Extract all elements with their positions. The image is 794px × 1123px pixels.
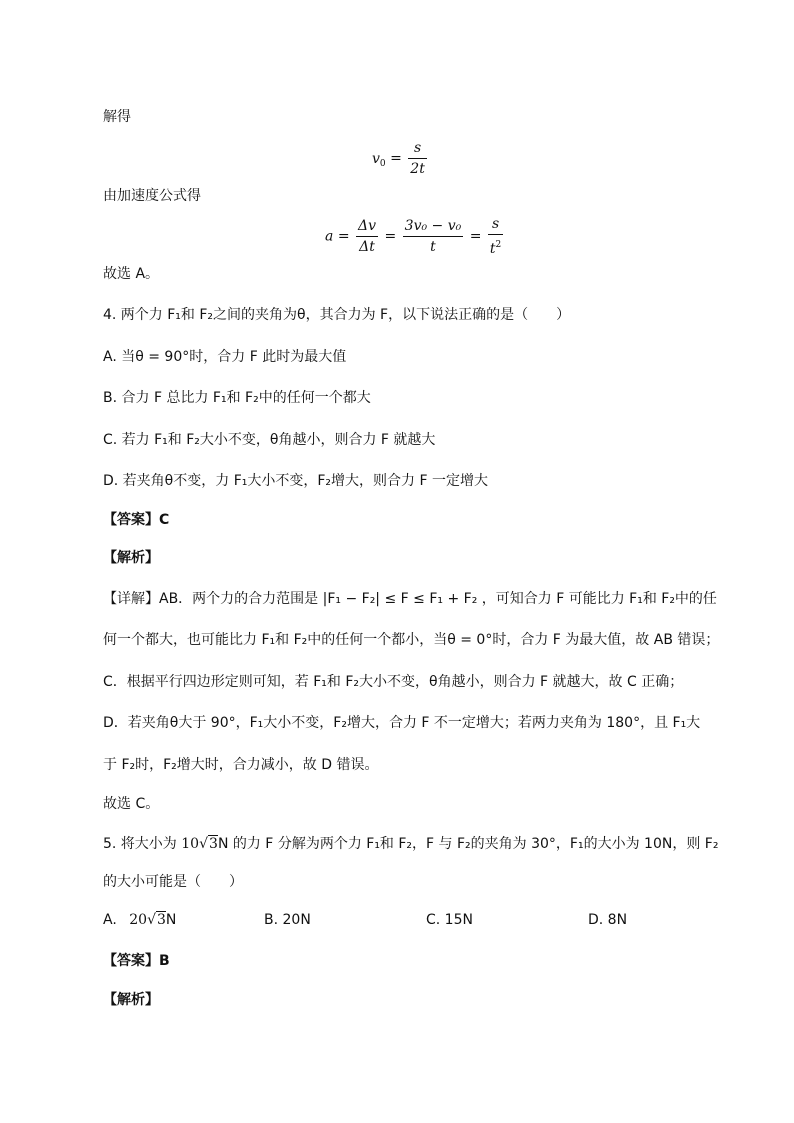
eq2-fraction-1: $\frac{\Delta v}{\Delta t}$ [358, 218, 377, 255]
acceleration-label: 由加速度公式得 [103, 188, 201, 204]
q4-stem: 4. 两个力 F₁和 F₂之间的夹角为θ，其合力为 F，以下说法正确的是（ ） [103, 307, 571, 323]
eq1-lhs: $v_0$ [372, 150, 386, 169]
solve-label: 解得 [103, 109, 131, 125]
q4-answer: 【答案】C [103, 512, 170, 528]
eq1-fraction: $\frac{s}{2t}$ [410, 140, 425, 177]
q5-analysis-heading: 【解析】 [103, 992, 159, 1008]
eq2-fraction-2: $\frac{\text{3v₀ − v₀}}{t}$ [404, 218, 462, 255]
q4-option-b: B. 合力 F 总比力 F₁和 F₂中的任何一个都大 [103, 390, 371, 406]
q5-stem-coefficient: 10 [181, 836, 200, 852]
equation-v0 [372, 138, 429, 179]
q5-option-a-label: A. [103, 912, 117, 928]
q5-option-c: C. 15N [426, 912, 473, 928]
q4-option-a: A. 当θ = 90°时，合力 F 此时为最大值 [103, 349, 347, 365]
q5-stem-line-1: 5. 将大小为 10√3N 的力 F 分解为两个力 F₁和 F₂，F 与 F₂的夹角为 30°，F₁的大小为 10N，则 F₂ [103, 836, 719, 852]
eq2-fraction-3: $\frac{s}{t^2}$ [489, 216, 502, 257]
q5-stem-prefix: 5. 将大小为 [103, 836, 182, 852]
q5-option-a-radicand: 3 [156, 912, 166, 928]
eq1-equals: = [390, 150, 402, 167]
q5-option-d: D. 8N [588, 912, 628, 928]
eq2-a: a [325, 228, 334, 245]
conclusion-a: 故选 A。 [103, 266, 160, 282]
q4-detail-line-4: D．若夹角θ大于 90°，F₁大小不变，F₂增大，合力 F 不一定增大；若两力夹角为 180°，且 F₁大 [103, 715, 701, 731]
q4-detail-line-2: 何一个都大，也可能比力 F₁和 F₂中的任何一个都小，当θ = 0°时，合力 F 为最大值，故 AB 错误； [103, 632, 720, 648]
q4-option-d: D. 若夹角θ不变，力 F₁大小不变，F₂增大，则合力 F 一定增大 [103, 473, 488, 489]
q5-stem-radicand: 3 [209, 836, 218, 852]
q5-answer: 【答案】B [103, 953, 170, 969]
q4-detail-line-3: C．根据平行四边形定则可知，若 F₁和 F₂大小不变，θ角越小，则合力 F 就越大，故 C 正确； [103, 674, 684, 690]
q5-option-a-unit: N [165, 912, 177, 928]
q4-detail-line-5: 于 F₂时，F₂增大时，合力减小，故 D 错误。 [103, 757, 379, 773]
q5-stem-line-2: 的大小可能是（ ） [103, 874, 243, 890]
q5-option-a: A. 20√3N [103, 912, 177, 928]
eq2-equals-1: = [337, 228, 350, 245]
q4-option-c: C. 若力 F₁和 F₂大小不变，θ角越小，则合力 F 就越大 [103, 432, 436, 448]
q4-analysis-heading: 【解析】 [103, 550, 159, 566]
q4-conclusion: 故选 C。 [103, 796, 160, 812]
eq2-equals-3: = [469, 228, 482, 245]
eq2-equals-2: = [384, 228, 397, 245]
q5-stem-suffix: N 的力 F 分解为两个力 F₁和 F₂，F 与 F₂的夹角为 30°，F₁的大小为 10N，则 F₂ [217, 836, 719, 852]
q5-option-b: B. 20N [264, 912, 311, 928]
q5-option-a-coefficient: 20 [129, 912, 148, 928]
equation-acceleration [325, 214, 505, 259]
q4-detail-line-1: 【详解】AB．两个力的合力范围是 |F₁ − F₂| ≤ F ≤ F₁ + F₂ ，可知合力 F 可能比力 F₁和 F₂中的任 [103, 591, 717, 607]
